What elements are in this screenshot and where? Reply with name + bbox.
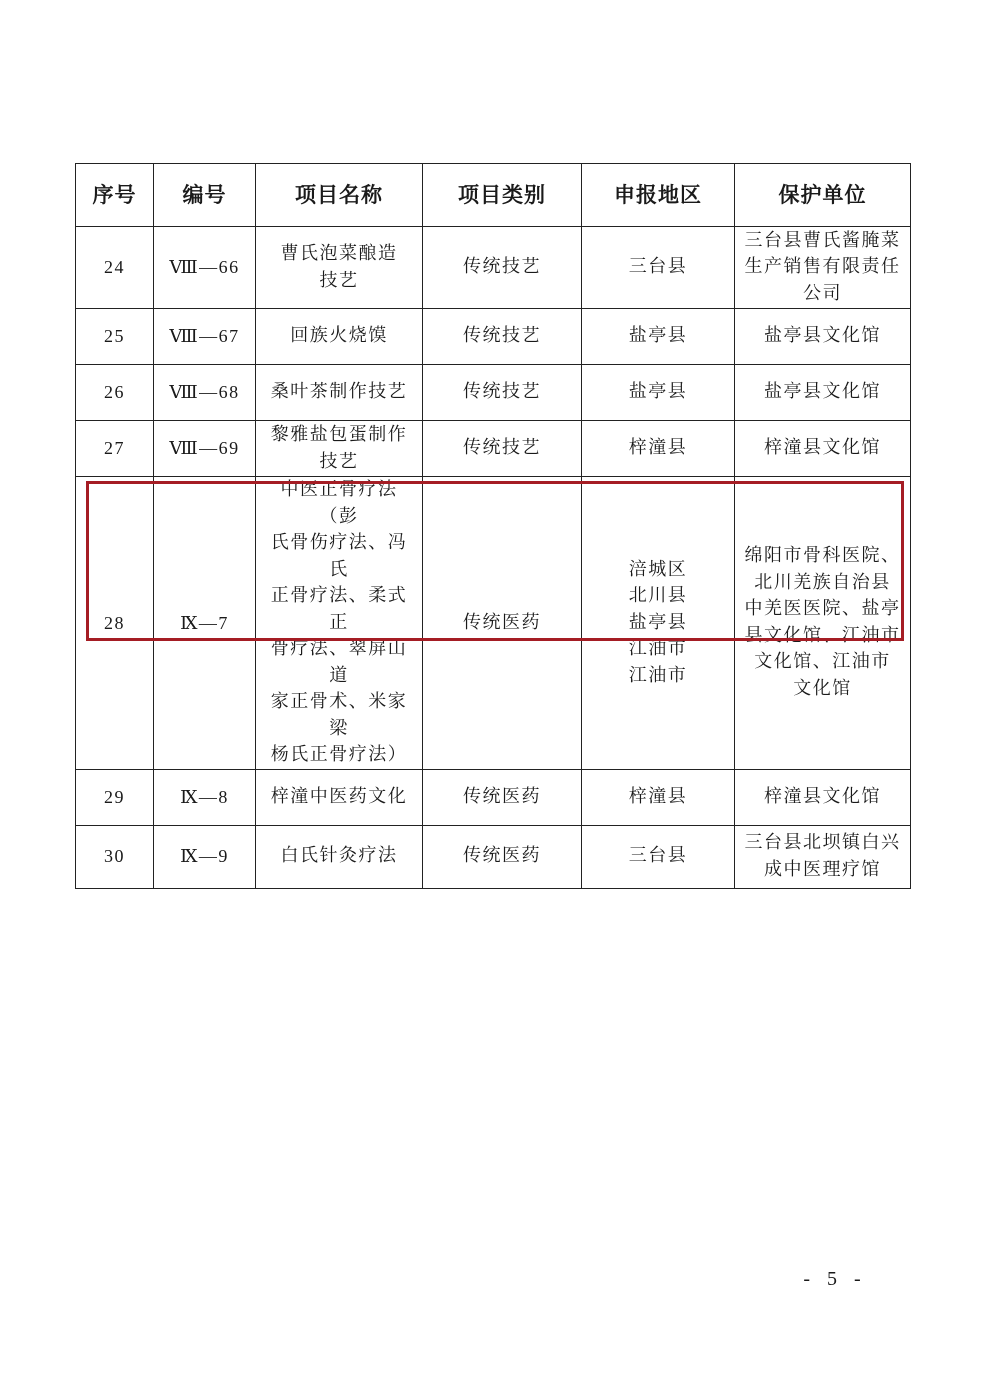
row-project-name: 黎雅盐包蛋制作 技艺 — [256, 421, 423, 477]
row-serial-number: 25 — [76, 309, 154, 365]
row-project-name: 白氏针灸疗法 — [256, 825, 423, 888]
row-project-name: 中医正骨疗法（彭 氏骨伤疗法、冯氏 正骨疗法、柔式正 骨疗法、翠屏山道 家正骨术、米家梁 杨氏正骨疗法） — [256, 477, 423, 770]
row-protection-unit: 盐亭县文化馆 — [735, 309, 911, 365]
row-project-name: 桑叶茶制作技艺 — [256, 365, 423, 421]
row-protection-unit: 三台县曹氏酱腌菜 生产销售有限责任 公司 — [735, 227, 911, 309]
header-code: 编号 — [154, 164, 256, 227]
row-code: Ⅷ—66 — [154, 227, 256, 309]
row-region: 涪城区 北川县 盐亭县 江油市 江油市 — [582, 477, 735, 770]
header-project-name: 项目名称 — [256, 164, 423, 227]
table-row-highlighted — [76, 477, 911, 770]
row-protection-unit: 盐亭县文化馆 — [735, 365, 911, 421]
row-code: Ⅸ—7 — [154, 477, 256, 770]
row-code: Ⅸ—8 — [154, 769, 256, 825]
table-row — [76, 825, 911, 888]
row-region: 三台县 — [582, 227, 735, 309]
row-category: 传统医药 — [423, 769, 582, 825]
row-serial-number: 26 — [76, 365, 154, 421]
row-protection-unit: 梓潼县文化馆 — [735, 421, 911, 477]
row-code: Ⅷ—69 — [154, 421, 256, 477]
header-protection-unit: 保护单位 — [735, 164, 911, 227]
row-code: Ⅷ—68 — [154, 365, 256, 421]
row-serial-number: 29 — [76, 769, 154, 825]
table-row — [76, 421, 911, 477]
header-project-category: 项目类别 — [423, 164, 582, 227]
row-category: 传统技艺 — [423, 227, 582, 309]
row-category: 传统技艺 — [423, 365, 582, 421]
heritage-project-table — [75, 163, 911, 889]
row-project-name: 曹氏泡菜酿造 技艺 — [256, 227, 423, 309]
row-project-name: 回族火烧馍 — [256, 309, 423, 365]
table-row — [76, 769, 911, 825]
row-serial-number: 27 — [76, 421, 154, 477]
header-region: 申报地区 — [582, 164, 735, 227]
row-protection-unit: 绵阳市骨科医院、 北川羌族自治县 中羌医医院、盐亭 县文化馆、江油市 文化馆、江油市 文化馆 — [735, 477, 911, 770]
row-serial-number: 30 — [76, 825, 154, 888]
row-serial-number: 24 — [76, 227, 154, 309]
row-category: 传统技艺 — [423, 421, 582, 477]
row-code: Ⅷ—67 — [154, 309, 256, 365]
table-row — [76, 365, 911, 421]
table-header-row — [76, 164, 911, 227]
row-region: 梓潼县 — [582, 769, 735, 825]
row-protection-unit: 三台县北坝镇白兴 成中医理疗馆 — [735, 825, 911, 888]
row-project-name: 梓潼中医药文化 — [256, 769, 423, 825]
row-region: 三台县 — [582, 825, 735, 888]
row-region: 盐亭县 — [582, 365, 735, 421]
row-category: 传统医药 — [423, 825, 582, 888]
row-protection-unit: 梓潼县文化馆 — [735, 769, 911, 825]
row-region: 盐亭县 — [582, 309, 735, 365]
page-number: - 5 - — [803, 1268, 867, 1290]
row-category: 传统技艺 — [423, 309, 582, 365]
row-serial-number: 28 — [76, 477, 154, 770]
row-code: Ⅸ—9 — [154, 825, 256, 888]
row-category: 传统医药 — [423, 477, 582, 770]
row-region: 梓潼县 — [582, 421, 735, 477]
table-row — [76, 309, 911, 365]
table-row — [76, 227, 911, 309]
header-serial-number: 序号 — [76, 164, 154, 227]
